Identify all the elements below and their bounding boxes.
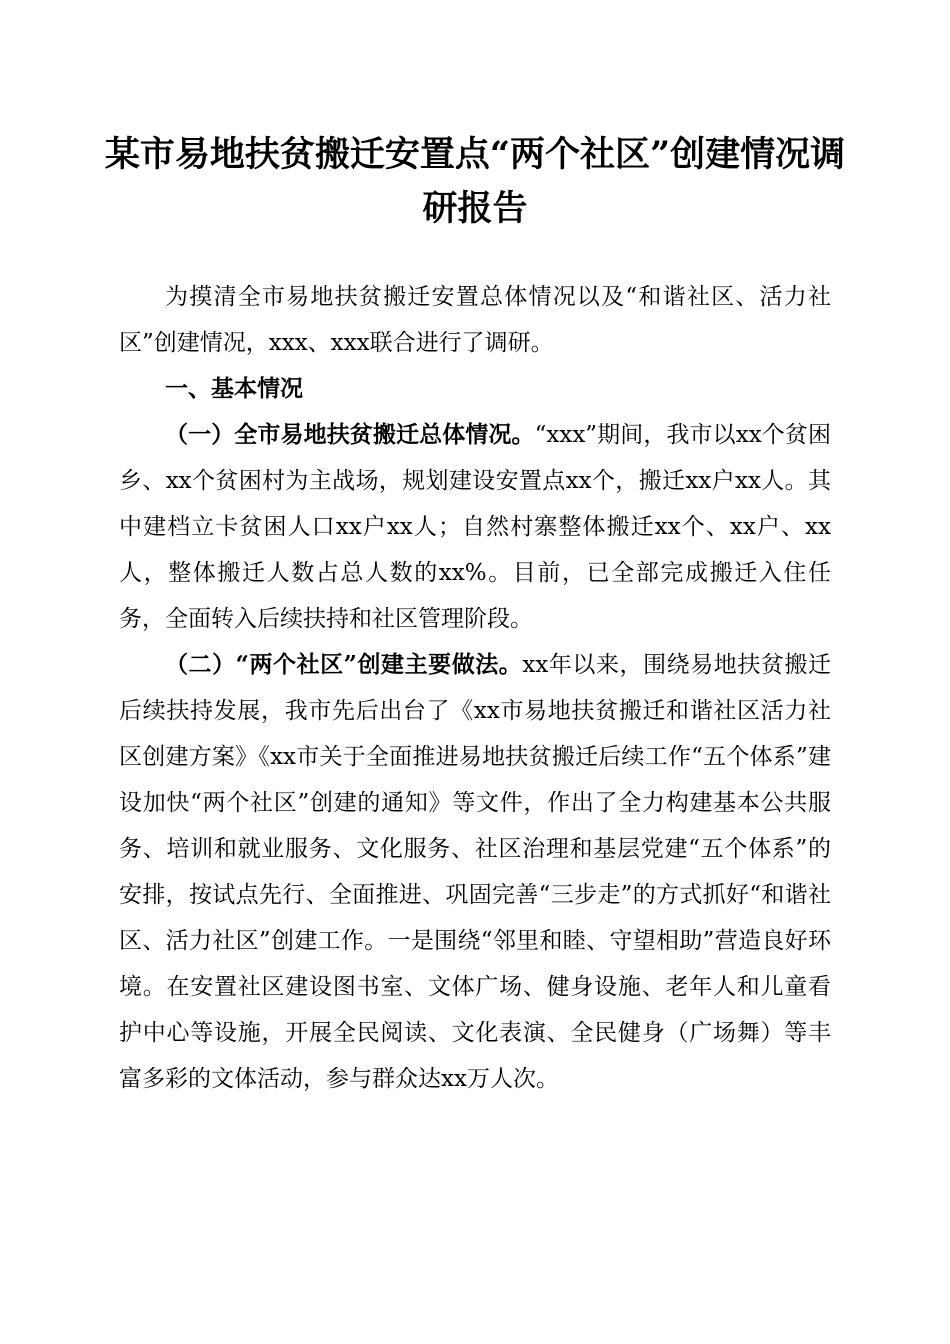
subsection-1-text: “xxx”期间，我市以xx个贫困乡、xx个贫困村为主战场，规划建设安置点xx个，搬迁xx户xx人。其中建档立卡贫困人口xx户xx人；自然村寨整体搬迁xx个、xx户、xx人，整体搬迁人数占总人数的xx%。目前，已全部完成搬迁入住任务，全面转入后续扶持和社区管理阶段。 xyxy=(119,422,832,632)
subsection-2-paragraph xyxy=(119,642,831,1102)
subsection-1-lead: （一）全市易地扶贫搬迁总体情况。 xyxy=(165,421,535,448)
subsection-1-paragraph xyxy=(119,412,831,642)
subsection-2-lead: （二）“两个社区”创建主要做法。 xyxy=(165,651,523,678)
section-heading-basic-situation: 一、基本情况 xyxy=(165,376,303,402)
document-title: 某市易地扶贫搬迁安置点“两个社区”创建情况调研报告 xyxy=(104,134,846,229)
subsection-2-text: xx年以来，围绕易地扶贫搬迁后续扶持发展，我市先后出台了《xx市易地扶贫搬迁和谐社区活力社区创建方案》《xx市关于全面推进易地扶贫搬迁后续工作“五个体系”建设加快“两个社区”创建的通知》等文件，作出了全力构建基本公共服务、培训和就业服务、文化服务、社区治理和基层党建“五个体系”的安排，按试点先行、全面推进、巩固完善“三步走”的方式抓好“和谐社区、活力社区”创建工作。一是围绕“邻里和睦、守望相助”营造良好环境。在安置社区建设图书室、文体广场、健身设施、老年人和儿童看护中心等设施，开展全民阅读、文化表演、全民健身（广场舞）等丰富多彩的文体活动，参与群众达xx万人次。 xyxy=(119,652,831,1092)
document-body xyxy=(119,274,831,1102)
intro-paragraph: 为摸清全市易地扶贫搬迁安置总体情况以及“和谐社区、活力社区”创建情况，xxx、xxx联合进行了调研。 xyxy=(119,284,831,356)
